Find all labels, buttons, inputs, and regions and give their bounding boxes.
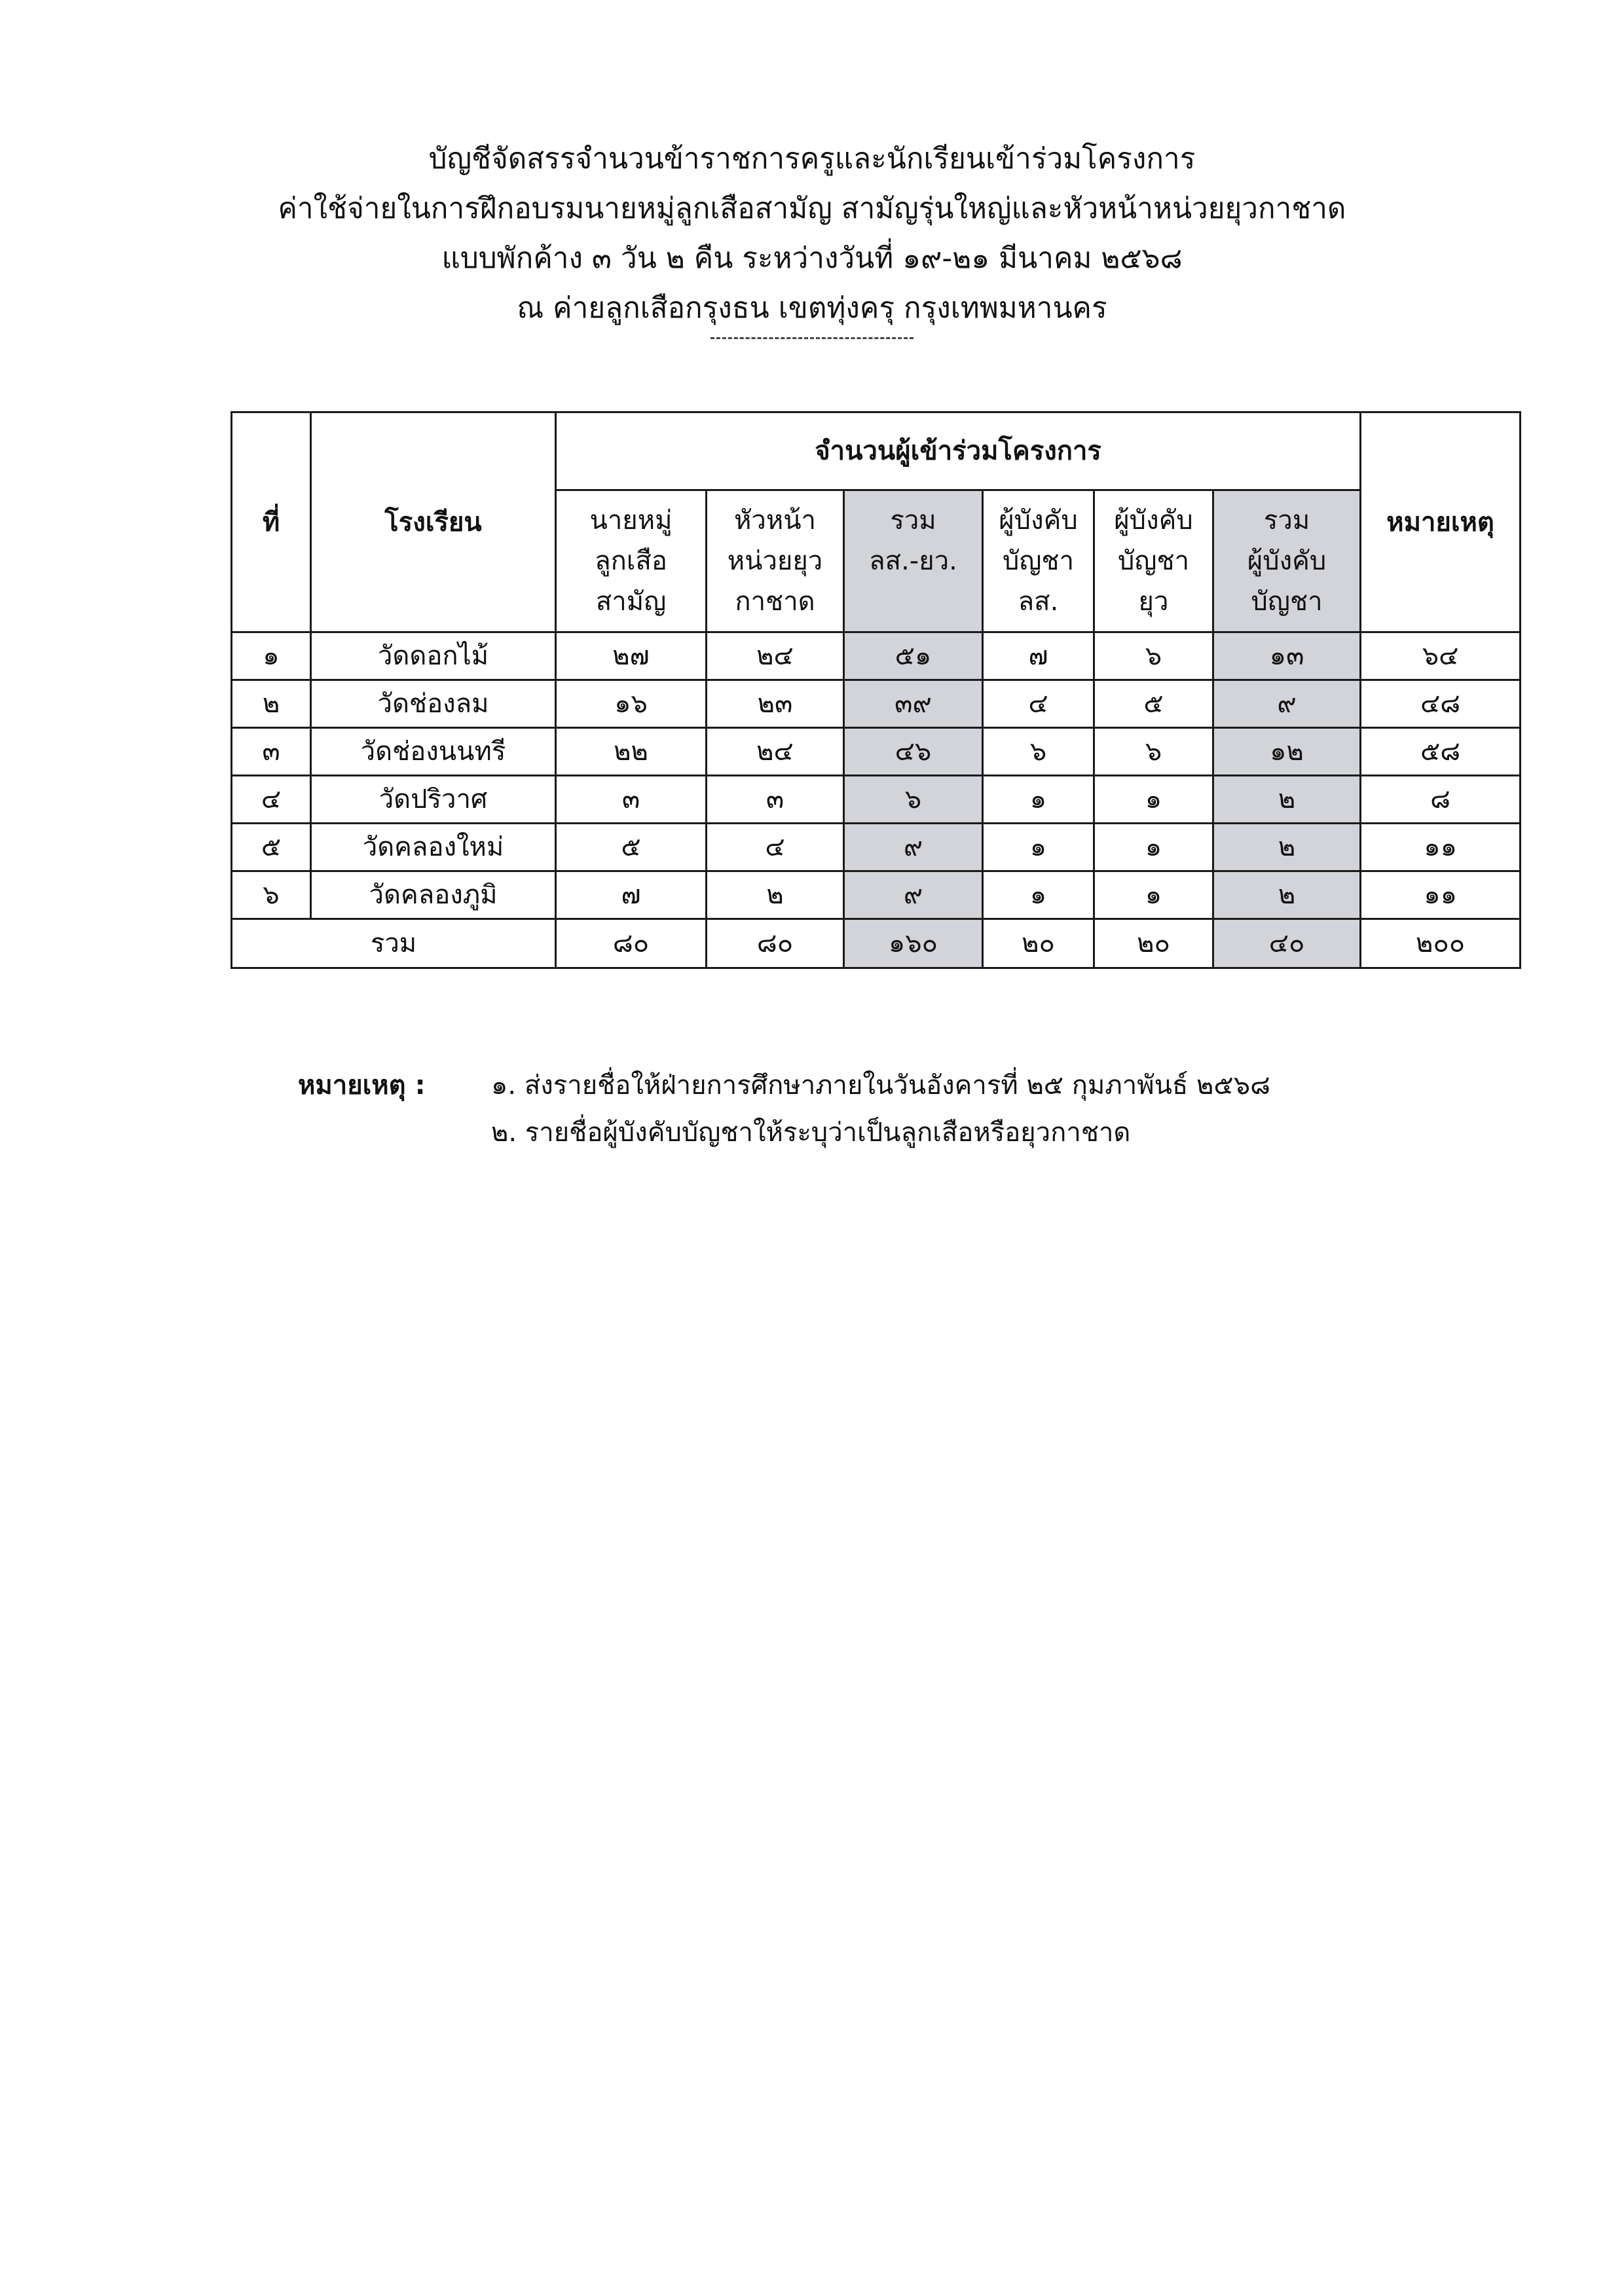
cell-total-value: ๒๐ xyxy=(1094,919,1213,968)
header-redcross-leaders xyxy=(707,490,844,632)
table-row xyxy=(232,680,1521,728)
header-title-line-4: ณ ค่ายลูกเสือกรุงธน เขตทุ่งครุ กรุงเทพมหานคร xyxy=(517,291,1107,325)
header-line: ผู้บังคับ xyxy=(1247,546,1327,576)
header-line: บัญชา xyxy=(1002,546,1075,576)
cell-value: ๕๑ xyxy=(844,632,983,680)
cell-value: ๖ xyxy=(983,728,1094,776)
header-scout-leaders xyxy=(556,490,707,632)
header-line: ลูกเสือ xyxy=(595,546,667,576)
header-participants-group: จำนวนผู้เข้าร่วมโครงการ xyxy=(556,412,1361,490)
header-line: ลส. xyxy=(1018,587,1059,617)
cell-value: ๑ xyxy=(983,824,1094,871)
header-line: ผู้บังคับ xyxy=(999,505,1078,536)
header-line: หน่วยยุว xyxy=(727,546,823,576)
cell-no: ๕ xyxy=(232,824,311,871)
cell-no: ๖ xyxy=(232,871,311,919)
cell-school: วัดคลองใหม่ xyxy=(311,824,556,871)
cell-value: ๓ xyxy=(707,776,844,824)
cell-school: วัดดอกไม้ xyxy=(311,632,556,680)
cell-total-value: ๘๐ xyxy=(707,919,844,968)
cell-remark: ๔๘ xyxy=(1361,680,1521,728)
header-dashed-rule xyxy=(710,337,913,339)
document-header xyxy=(262,134,1362,339)
cell-value: ๔ xyxy=(707,824,844,871)
header-remark: หมายเหตุ xyxy=(1361,412,1521,632)
cell-remark: ๑๑ xyxy=(1361,871,1521,919)
header-total-supervisors xyxy=(1213,490,1361,632)
cell-value: ๒๔ xyxy=(707,728,844,776)
cell-school: วัดปริวาศ xyxy=(311,776,556,824)
cell-remark: ๘ xyxy=(1361,776,1521,824)
header-line: ลส.-ยว. xyxy=(869,546,957,576)
cell-value: ๓๙ xyxy=(844,680,983,728)
cell-value: ๒๗ xyxy=(556,632,707,680)
cell-value: ๒๒ xyxy=(556,728,707,776)
cell-value: ๙ xyxy=(1213,680,1361,728)
cell-value: ๑๓ xyxy=(1213,632,1361,680)
header-line: กาชาด xyxy=(735,587,815,617)
cell-total-value: ๘๐ xyxy=(556,919,707,968)
cell-value: ๖ xyxy=(1094,632,1213,680)
header-title-line-3: แบบพักค้าง ๓ วัน ๒ คืน ระหว่างวันที่ ๑๙-๒๑ มีนาคม ๒๕๖๘ xyxy=(441,242,1183,275)
cell-value: ๗ xyxy=(983,632,1094,680)
header-line: รวม xyxy=(890,505,936,536)
table-row xyxy=(232,728,1521,776)
cell-value: ๙ xyxy=(844,871,983,919)
cell-value: ๒ xyxy=(1213,824,1361,871)
cell-total-value: ๑๖๐ xyxy=(844,919,983,968)
header-line: บัญชา xyxy=(1251,587,1323,617)
cell-no: ๔ xyxy=(232,776,311,824)
cell-value: ๑ xyxy=(1094,871,1213,919)
allocation-table xyxy=(231,411,1521,969)
header-line: ผู้บังคับ xyxy=(1114,505,1193,536)
header-no: ที่ xyxy=(232,412,311,632)
table-header-row-1 xyxy=(232,412,1521,490)
cell-value: ๔ xyxy=(983,680,1094,728)
header-scout-supervisors xyxy=(983,490,1094,632)
cell-value: ๑๒ xyxy=(1213,728,1361,776)
cell-value: ๒ xyxy=(1213,871,1361,919)
cell-value: ๑ xyxy=(983,871,1094,919)
header-title-line-1: บัญชีจัดสรรจำนวนข้าราชการครูและนักเรียนเข้าร่วมโครงการ xyxy=(428,142,1196,175)
cell-value: ๑ xyxy=(1094,824,1213,871)
cell-value: ๒ xyxy=(1213,776,1361,824)
table-row xyxy=(232,824,1521,871)
cell-remark: ๖๔ xyxy=(1361,632,1521,680)
table-row xyxy=(232,871,1521,919)
cell-school: วัดช่องนนทรี xyxy=(311,728,556,776)
cell-value: ๖ xyxy=(844,776,983,824)
notes-label: หมายเหตุ : xyxy=(298,1070,426,1101)
cell-value: ๒๓ xyxy=(707,680,844,728)
cell-no: ๑ xyxy=(232,632,311,680)
cell-value: ๗ xyxy=(556,871,707,919)
header-school: โรงเรียน xyxy=(311,412,556,632)
notes-items xyxy=(491,1062,1270,1156)
cell-remark: ๕๘ xyxy=(1361,728,1521,776)
cell-value: ๑๖ xyxy=(556,680,707,728)
cell-value: ๕ xyxy=(556,824,707,871)
header-line: บัญชา xyxy=(1117,546,1190,576)
cell-value: ๑ xyxy=(1094,776,1213,824)
cell-school: วัดคลองภูมิ xyxy=(311,871,556,919)
cell-value: ๒๔ xyxy=(707,632,844,680)
cell-total-remark: ๒๐๐ xyxy=(1361,919,1521,968)
cell-value: ๔๖ xyxy=(844,728,983,776)
header-line: หัวหน้า xyxy=(734,505,816,536)
cell-no: ๓ xyxy=(232,728,311,776)
cell-remark: ๑๑ xyxy=(1361,824,1521,871)
cell-value: ๓ xyxy=(556,776,707,824)
header-line: สามัญ xyxy=(595,587,667,617)
table-row xyxy=(232,776,1521,824)
table-row xyxy=(232,632,1521,680)
cell-no: ๒ xyxy=(232,680,311,728)
header-line xyxy=(845,581,982,622)
cell-total-label: รวม xyxy=(232,919,556,968)
header-line: นายหมู่ xyxy=(589,505,673,536)
cell-value: ๕ xyxy=(1094,680,1213,728)
cell-total-value: ๔๐ xyxy=(1213,919,1361,968)
cell-school: วัดช่องลม xyxy=(311,680,556,728)
cell-total-value: ๒๐ xyxy=(983,919,1094,968)
cell-value: ๖ xyxy=(1094,728,1213,776)
note-item: ๑. ส่งรายชื่อให้ฝ่ายการศึกษาภายในวันอังคารที่ ๒๕ กุมภาพันธ์ ๒๕๖๘ xyxy=(491,1070,1270,1101)
header-title-line-2: ค่าใช้จ่ายในการฝึกอบรมนายหมู่ลูกเสือสามัญ สามัญรุ่นใหญ่และหัวหน้าหน่วยยุวกาชาด xyxy=(278,192,1346,225)
table-total-row xyxy=(232,919,1521,968)
header-total-students xyxy=(844,490,983,632)
header-line: ยุว xyxy=(1138,587,1169,617)
note-item: ๒. รายชื่อผู้บังคับบัญชาให้ระบุว่าเป็นลูกเสือหรือยุวกาชาด xyxy=(491,1118,1131,1148)
header-line: รวม xyxy=(1263,505,1310,536)
cell-value: ๑ xyxy=(983,776,1094,824)
cell-value: ๒ xyxy=(707,871,844,919)
header-redcross-supervisors xyxy=(1094,490,1213,632)
cell-value: ๙ xyxy=(844,824,983,871)
